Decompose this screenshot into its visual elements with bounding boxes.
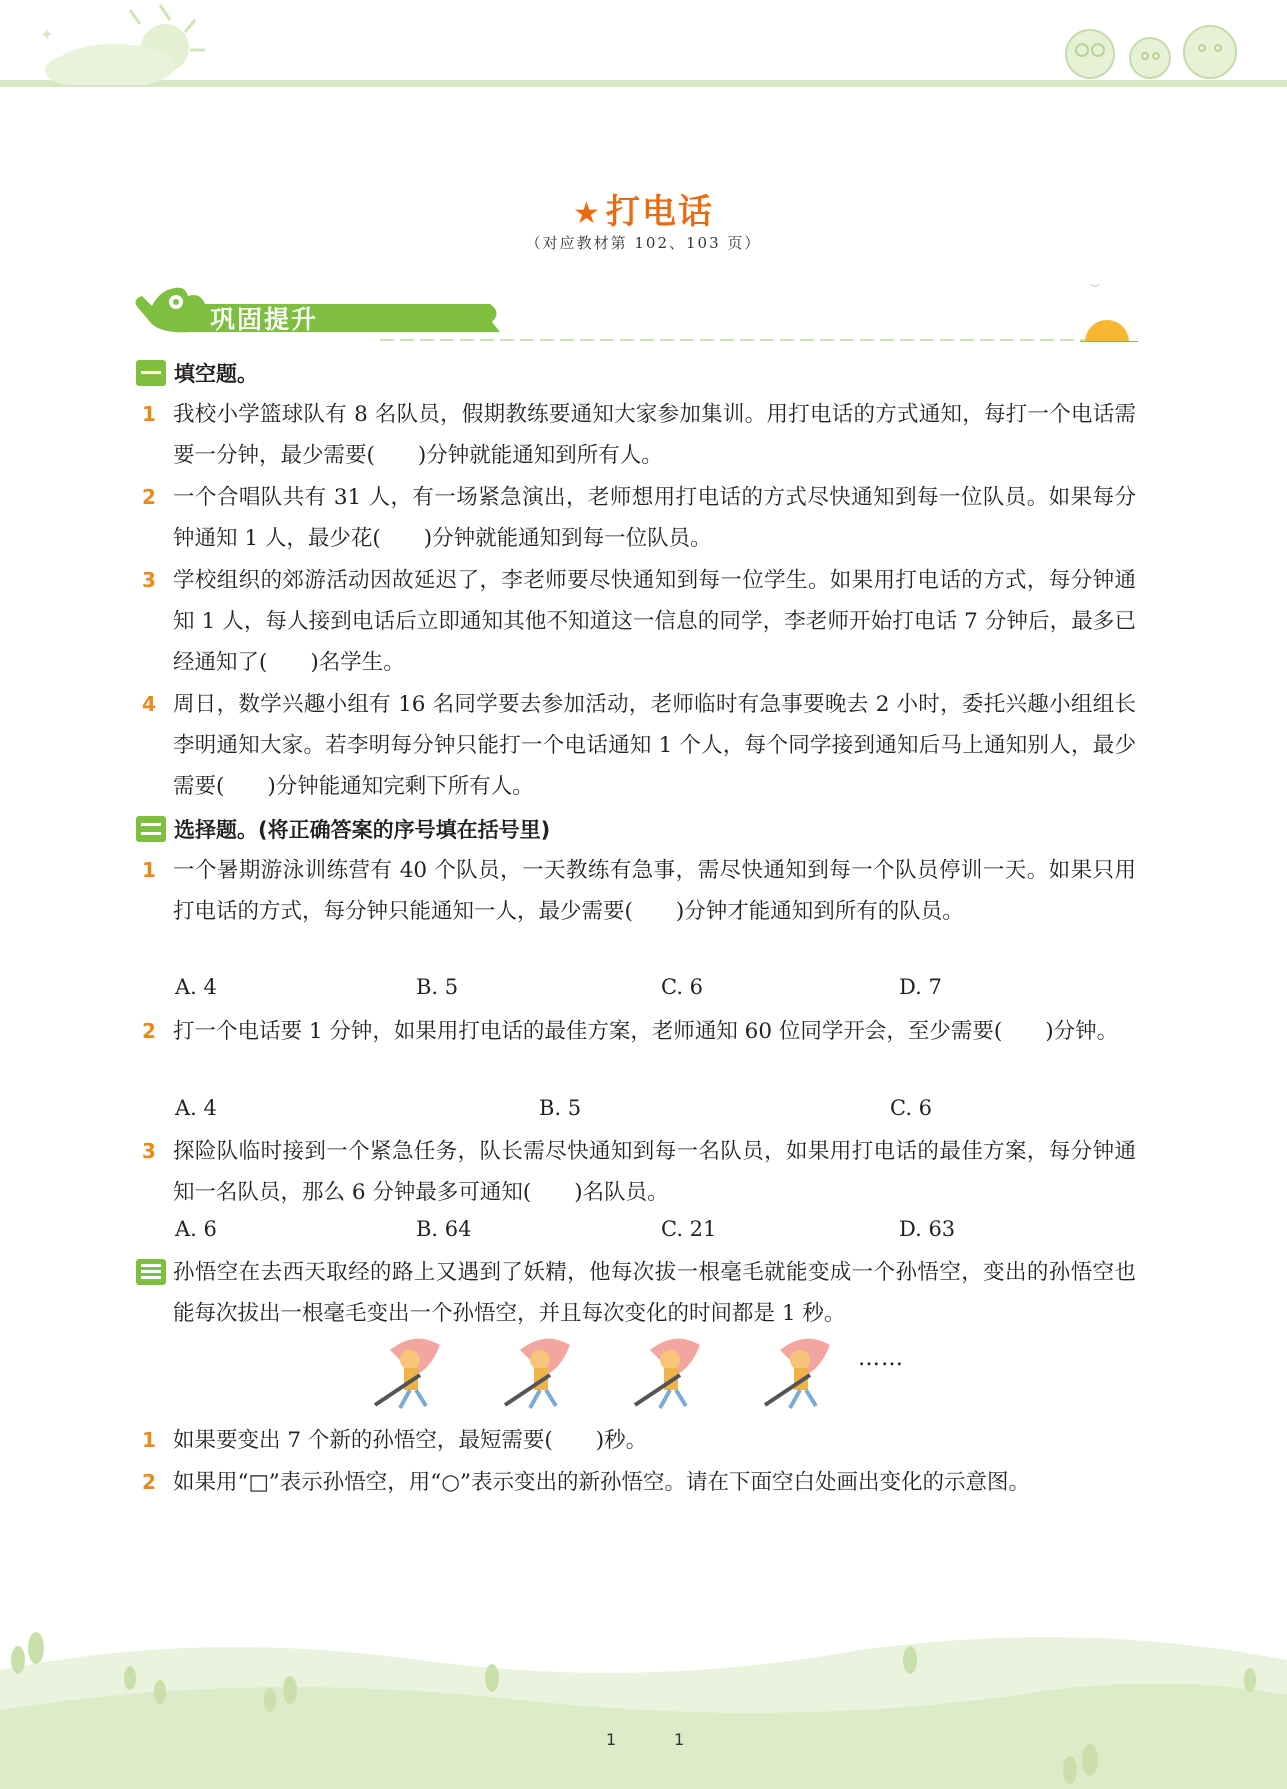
monkey-king-figure-icon (500, 1330, 580, 1410)
option-c[interactable]: C. 6 (890, 1096, 933, 1120)
option-d[interactable]: D. 7 (899, 975, 942, 999)
option-b[interactable]: B. 5 (539, 1096, 582, 1120)
option-b[interactable]: B. 5 (416, 975, 459, 999)
sun-cloud-decoration (20, 0, 210, 85)
textbook-reference: （对应教材第 102、103 页） (525, 234, 762, 252)
section-3-heading: 孙悟空在去西天取经的路上又遇到了妖精，他每次拔一根毫毛就能变成一个孙悟空，变出的孙悟空也能每次拔出一根毫毛变出一个孙悟空，并且每次变化的时间都是 1 秒。 (136, 1252, 1136, 1334)
option-d[interactable]: D. 63 (899, 1217, 956, 1241)
choice-question-3: 3 探险队临时接到一个紧急任务，队长需尽快通知到每一名队员，如果用打电话的最佳方案，每分钟通知一名队员，那么 6 分钟最多可通知( )名队员。 (142, 1139, 1136, 1205)
page-title: ★ 打电话 (573, 192, 714, 232)
choice-3-options (175, 1217, 1075, 1251)
section-2-heading: 选择题。(将正确答案的序号填在括号里) (136, 814, 550, 844)
choice-1-options (175, 975, 1075, 1009)
section-2-badge-icon (136, 816, 166, 842)
fill-question-1: 1 我校小学篮球队有 8 名队员，假期教练要通知大家参加集训。用打电话的方式通知，每打一个电话需要一分钟，最少需要( )分钟就能通知到所有人。 (142, 402, 1136, 468)
section-3-badge-icon (136, 1259, 166, 1285)
section-1-badge-icon (136, 360, 166, 386)
fill-question-3: 3 学校组织的郊游活动因故延迟了，李老师要尽快通知到每一位学生。如果用打电话的方式，每分钟通知 1 人，每人接到电话后立即通知其他不知道这一信息的同学，李老师开始打电话 7 分钟后，最多已经通知了( )名学生。 (142, 568, 1136, 675)
svg-text:︶: ︶ (1090, 284, 1100, 295)
fill-question-2: 2 一个合唱队共有 31 人，有一场紧急演出，老师想用打电话的方式尽快通知到每一位队员。如果每分钟通知 1 人，最少花( )分钟就能通知到每一位队员。 (142, 485, 1136, 551)
monkey-king-figure-icon (370, 1330, 450, 1410)
choice-2-options (175, 1096, 1075, 1130)
monkey-king-figure-icon (760, 1330, 840, 1410)
svg-text:✦: ✦ (40, 25, 54, 44)
monkey-question-2: 2 如果用“□”表示孙悟空，用“○”表示变出的新孙悟空。请在下面空白处画出变化的示意图。 (142, 1470, 1031, 1495)
choice-question-2: 2 打一个电话要 1 分钟，如果用打电话的最佳方案，老师通知 60 位同学开会，至少需要( )分钟。 (142, 1019, 1119, 1044)
ellipsis: …… (858, 1346, 904, 1371)
banner-title: 巩固提升 (210, 305, 319, 334)
animal-faces-decoration (1050, 18, 1250, 84)
page-number-right: 1 (674, 1730, 685, 1749)
monkey-question-1: 1 如果要变出 7 个新的孙悟空，最短需要( )秒。 (142, 1428, 648, 1453)
option-c[interactable]: C. 21 (661, 1217, 717, 1241)
choice-question-1: 1 一个暑期游泳训练营有 40 个队员，一天教练有急事，需尽快通知到每一个队员停训一天。如果只用打电话的方式，每分钟只能通知一人，最少需要( )分钟才能通知到所有的队员。 (142, 858, 1136, 924)
section-1-heading: 填空题。 (136, 358, 258, 388)
option-b[interactable]: B. 64 (416, 1217, 472, 1241)
option-a[interactable]: A. 4 (175, 1096, 217, 1120)
page-number-left: 1 (606, 1730, 617, 1749)
option-c[interactable]: C. 6 (661, 975, 704, 999)
monkey-king-figure-icon (630, 1330, 710, 1410)
star-icon: ★ (573, 196, 602, 231)
option-a[interactable]: A. 4 (175, 975, 217, 999)
option-a[interactable]: A. 6 (175, 1217, 217, 1241)
hills-decoration (0, 1620, 1287, 1789)
fill-question-4: 4 周日，数学兴趣小组有 16 名同学要去参加活动，老师临时有急事要晚去 2 小时，委托兴趣小组组长李明通知大家。若李明每分钟只能打一个电话通知 1 个人，每个同学接到通知后马上通知别人，最少需要( )分钟能通知完剩下所有人。 (142, 692, 1136, 799)
